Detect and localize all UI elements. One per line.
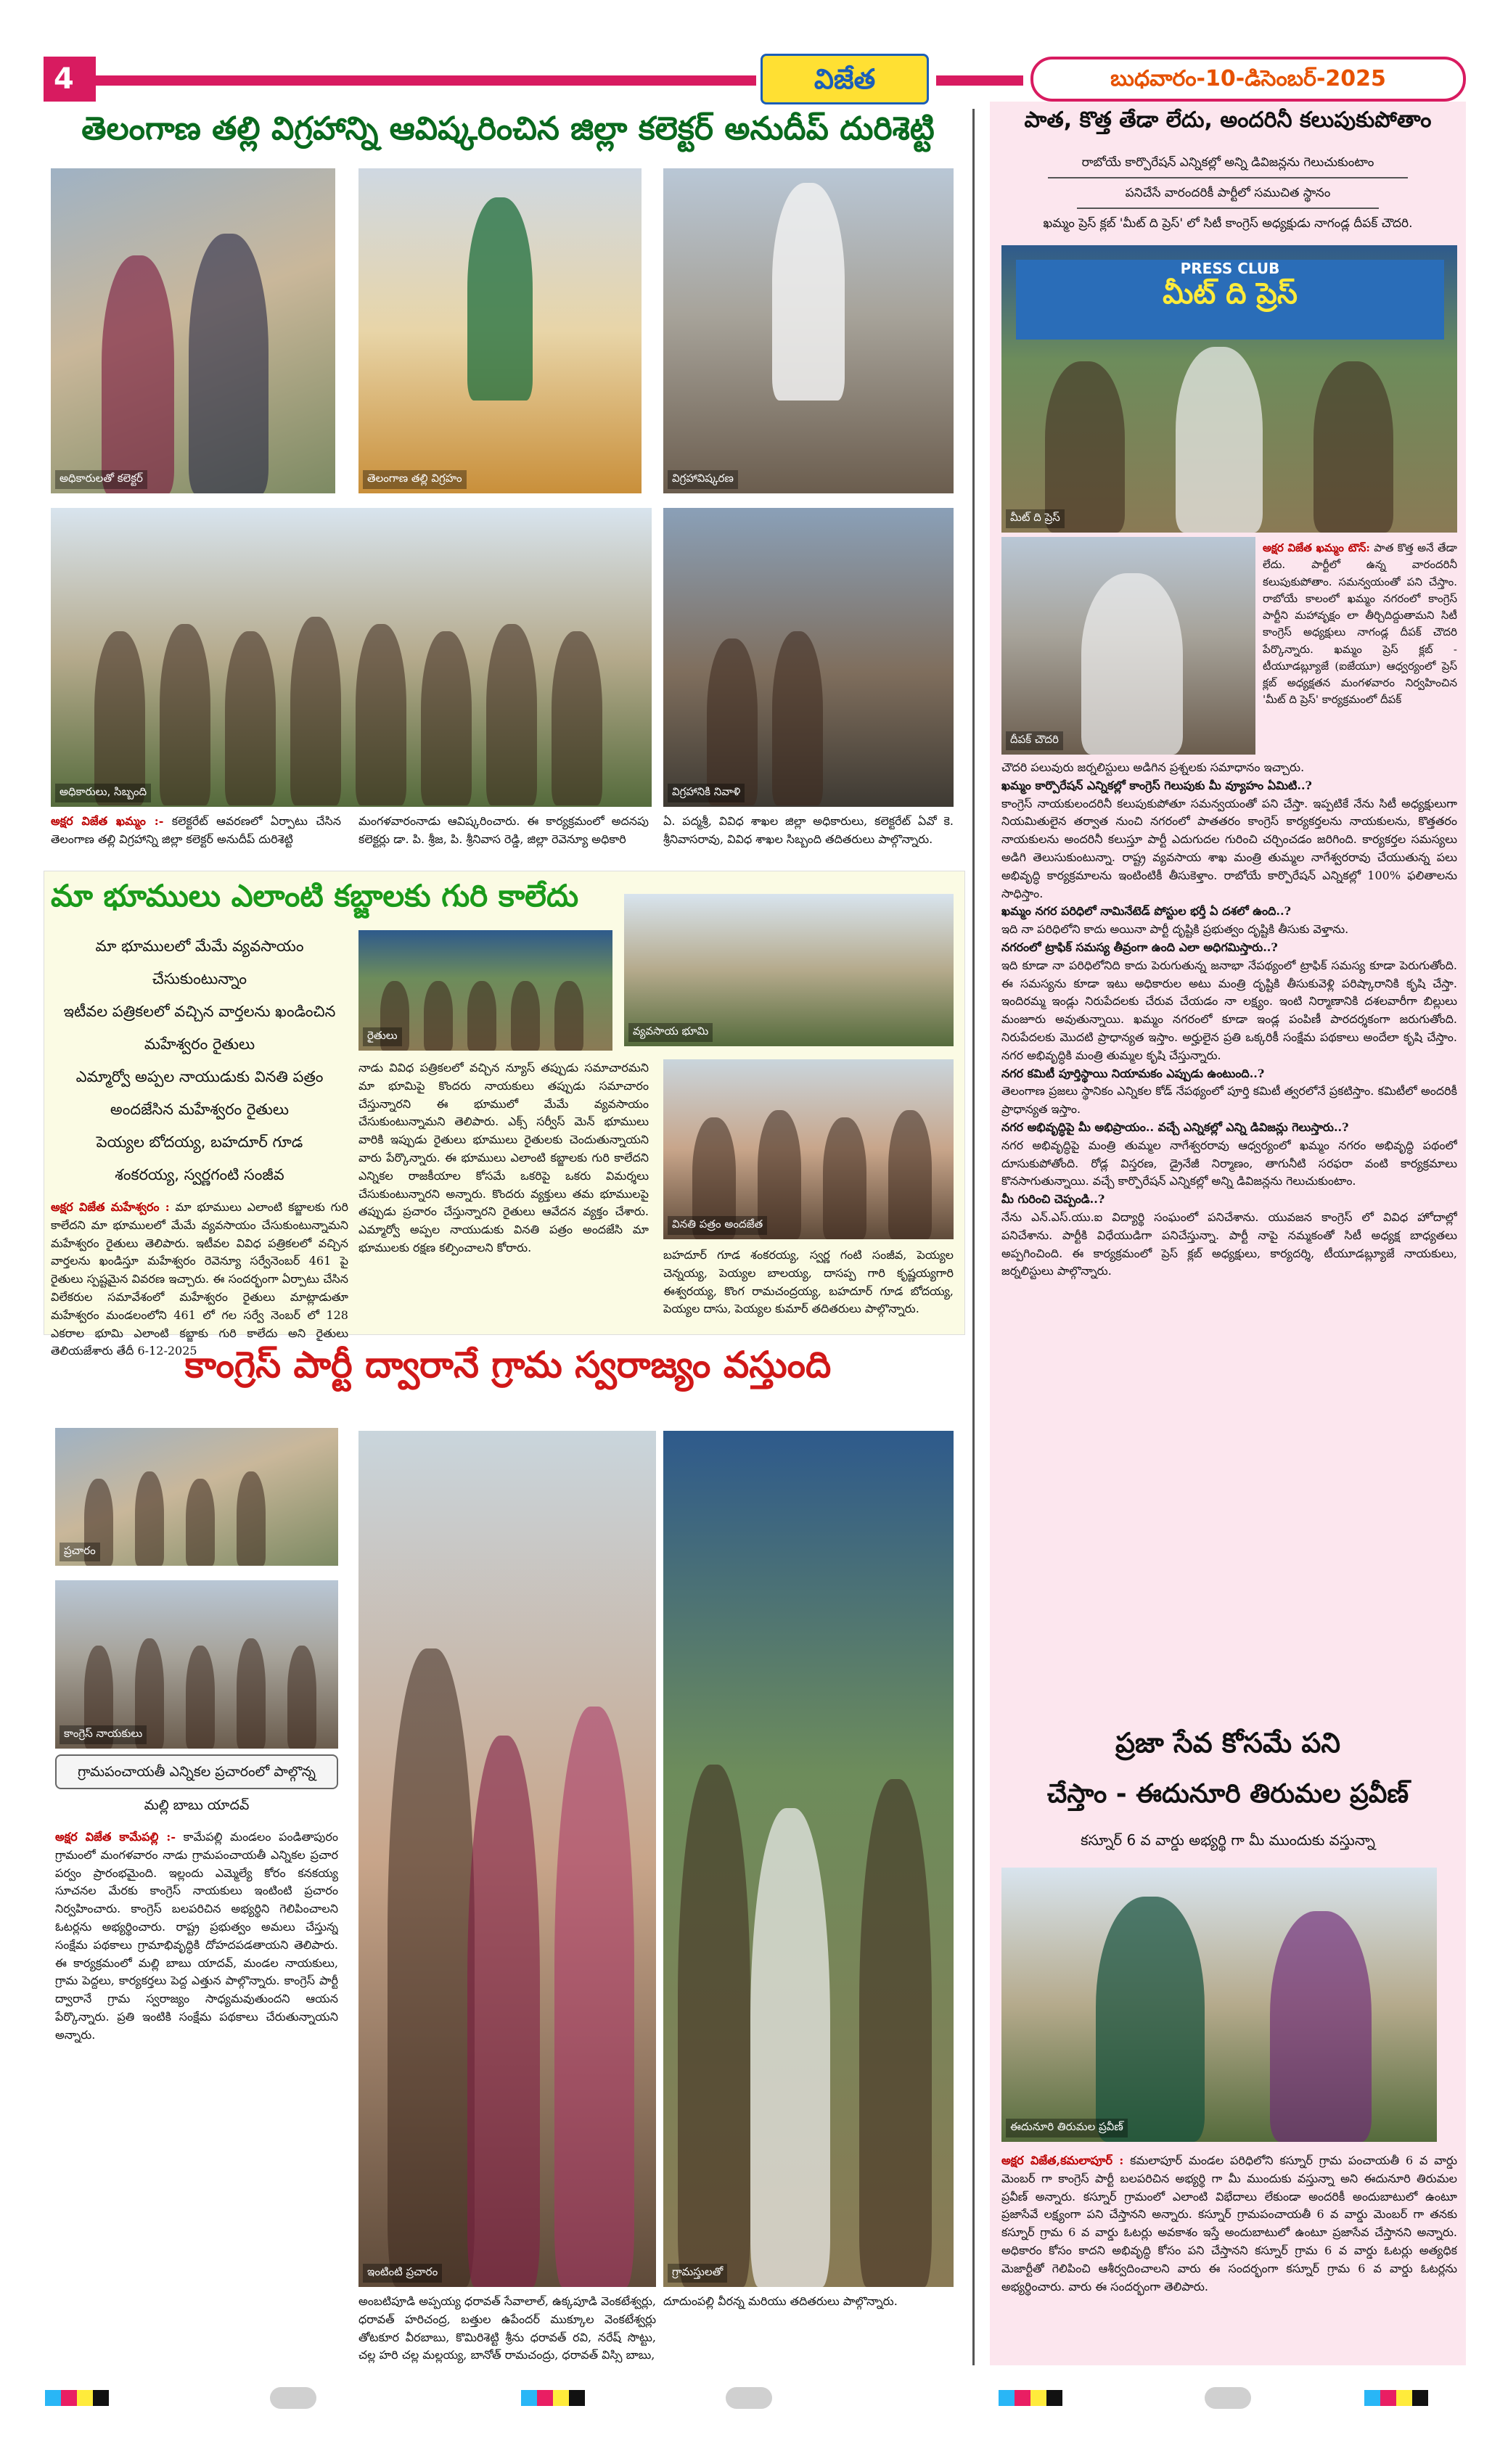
story2-subheads xyxy=(51,930,348,1191)
photo-label: కాంగ్రెస్ నాయకులు xyxy=(60,1725,147,1744)
photo-label: అధికారులతో కలెక్టర్ xyxy=(55,470,147,489)
story2-subhead: మా భూములలో మేమే వ్యవసాయం xyxy=(95,937,304,955)
story4-para: ఇది కూడా నా పరిధిలోనిది కాదు పెరుగుతున్న జనాభా నేపథ్యంలో ట్రాఫిక్ సమస్య కూడా పెరుగుతోంది. ఈ సమస్యను కూడా ఇటు అధికారుల అటు మంత్రి దృష్టికి తీసుకువెళ్లి పరిష్కారానికి కృషి చేస్తా. ఇందిరమ్మ ఇండ్లు నిరుపేదలకు చేరువ చేయడం నా లక్ష్యం. ఇంటి నిర్మాణానికి దశలవారీగా బిల్లులు మంజూరు అవుతున్నాయి. ఖమ్మం నగరంలో కూడా ఇండ్ల పంపిణీ పారదర్శకంగా జరుగుతోంది. నిరుపేదలకు మొదటి ప్రాధాన్యత ఇస్తాం. అర్హులైన ప్రతి ఒక్కరికీ సంక్షేమ పథకాలు అందేలా కృషి చేస్తాం. నగర అభివృద్ధికి మంత్రి తుమ్మల కృషి చేస్తున్నారు. xyxy=(1001,958,1457,1062)
photo-label: వినతి పత్రం అందజేత xyxy=(668,1216,767,1235)
registration-oval xyxy=(726,2387,772,2409)
story3-caption-line2: మల్లి బాబు యాదవ్ xyxy=(144,1797,250,1813)
registration-mark xyxy=(521,2390,585,2409)
photo-label: ఇంటింటి ప్రచారం xyxy=(363,2264,442,2283)
story4-sub2: పనిచేసే వారందరికీ పార్టీలో సముచిత స్థానం xyxy=(1077,178,1379,209)
story1-col1-text: కలెక్టరేట్ ఆవరణలో ఏర్పాటు చేసిన తెలంగాణ తల్లి విగ్రహాన్ని జిల్లా కలెక్టర్ అనుదీప్ దురిశెట్టి xyxy=(51,814,341,846)
story2-col1 xyxy=(51,1199,348,1358)
page-number-badge xyxy=(44,57,96,102)
photo-label: రైతులు xyxy=(363,1027,402,1046)
story3-lead: అక్షర విజేత కామేపల్లి :- xyxy=(55,1830,176,1844)
logo-text: విజేత xyxy=(813,63,876,95)
date-banner xyxy=(1030,57,1466,102)
story3-photo-door-to-door xyxy=(358,1431,656,2287)
story1-col3-text: ఏ. పద్మశ్రీ, వివిధ శాఖల జిల్లా అధికారులు, కలెక్టరేట్ ఏవో కె. శ్రీనివాసరావు, వివిధ శాఖల సిబ్బంది తదితరులు పాల్గొన్నారు. xyxy=(663,814,954,846)
story4-intro xyxy=(1263,540,1457,757)
registration-mark xyxy=(45,2390,109,2409)
story3-caption-right xyxy=(663,2293,954,2322)
story2-lead: అక్షర విజేత మహేశ్వరం : xyxy=(51,1200,170,1214)
story5-lead: అక్షర విజేత,కమలాపూర్ : xyxy=(1001,2153,1124,2167)
story4-headline: పాత, కొత్త తేడా లేదు, అందరినీ కలుపుకుపోతాం xyxy=(1024,107,1432,133)
photo-label: ప్రచారం xyxy=(60,1543,100,1561)
header-rule xyxy=(96,75,756,86)
story4-question: ఖమ్మం నగర పరిధిలో నామినేటెడ్ పోస్టుల భర్తీ ఏ దశలో ఉంది..? xyxy=(1001,904,1291,919)
story3-photo-villagers xyxy=(663,1431,954,2287)
story4-para: కాంగ్రెస్ నాయకులందరినీ కలుపుకుపోతూ సమన్వయంతో పని చేస్తా. ఇప్పటికే నేను సిటీ అధ్యక్షులుగా నియమితులైన తర్వాత నుంచి నగరంలో పాతతరం కాంగ్రెస్ కార్యకర్తలను నాయకులను, కొత్తతరం నాయకులను అందరినీ కలుస్తూ పార్టీ ఎదుగుదల గురించి చర్చించడం జరిగింది. కార్యకర్తల సమస్యలు అడిగి తెలుసుకుంటున్నా. రాష్ట్ర వ్యవసాయ శాఖ మంత్రి తుమ్మల నాగేశ్వరరావు చేయుతున్న పలు అభివృద్ధి కార్యక్రమాలను ఇంటింటికీ తీసుకెళ్తాం. రాబోయే కార్పొరేషన్ ఎన్నికల్లో 100% ఫలితాలను సాధిస్తాం. xyxy=(1001,796,1457,900)
photo-label: గ్రామస్తులతో xyxy=(668,2264,727,2283)
story4-photo-meet-press xyxy=(1001,245,1457,533)
photo-label: అధికారులు, సిబ్బంది xyxy=(55,784,151,802)
story1-photo-statue xyxy=(358,168,642,493)
story2-col3-text: బహదూర్ గూడ శంకరయ్య, స్వర్ణ గంటి సంజీవ, పెయ్యల చెన్నయ్య, పెయ్యల బాలయ్య, దాసప్ప గారి కృష్ణయ్యగారి ఈశ్వరయ్య, కొంగ రామచంద్రయ్య, బహదూర్ గూడ బోదయ్య, పెయ్యల దాసు, పెయ్యల కుమార్ తదితరులు పాల్గొన్నారు. xyxy=(663,1248,954,1316)
story5-body xyxy=(1001,2152,1457,2358)
banner-text: మీట్ ది ప్రెస్ xyxy=(1163,277,1298,311)
photo-label: విగ్రహానికి నివాళి xyxy=(668,784,745,802)
story3-caption-mid xyxy=(358,2293,656,2386)
story3-photo-campaign xyxy=(55,1428,338,1566)
story2-headline: మా భూములు ఎలాంటి కబ్జాలకు గురి కాలేదు xyxy=(51,878,579,913)
photo-label: మీట్ ది ప్రెస్ xyxy=(1006,509,1065,528)
story4-question: ఖమ్మం కార్పొరేషన్ ఎన్నికల్లో కాంగ్రెస్ గెలుపుకు మీ వ్యూహం ఏమిటి..? xyxy=(1001,778,1312,792)
story3-caption-line1: గ్రామపంచాయతీ ఎన్నికల ప్రచారంలో పాల్గొన్న xyxy=(55,1754,338,1789)
registration-oval xyxy=(270,2387,316,2409)
story4-para: చౌదరి పలువురు జర్నలిస్టులు అడిగిన ప్రశ్నలకు సమాధానం ఇచ్చారు. xyxy=(1001,760,1305,774)
story4-para: నేను ఎన్.ఎస్.యు.ఐ విద్యార్థి సంఘంలో పనిచేశాను. యువజన కాంగ్రెస్ లో వివిధ హోదాల్లో పనిచేశాను. పార్టీకి విధేయుడిగా పనిచేస్తున్నా. పార్టీ నాపై నమ్మకంతో సిటీ అధ్యక్ష బాధ్యతలు అప్పగించింది. ఈ కార్యక్రమంలో ప్రెస్ క్లబ్ అధ్యక్షులు, కార్యదర్శి, టీయూడబ్ల్యూజే నాయకులు, జర్నలిస్టులు పాల్గొన్నారు. xyxy=(1001,1210,1457,1278)
story4-question: నగరంలో ట్రాఫిక్ సమస్య తీవ్రంగా ఉంది ఎలా అధిగమిస్తారు..? xyxy=(1001,940,1278,954)
story2-col3 xyxy=(663,1247,954,1328)
header-rule-right xyxy=(936,75,1023,86)
story3-col1-text: కామేపల్లి మండలం పండితాపురం గ్రామంలో మంగళవారం నాడు గ్రామపంచాయతీ ఎన్నికల ప్రచార పర్వం ప్రారంభమైంది. ఇల్లందు ఎమ్మెల్యే కోరం కనకయ్య సూచనల మేరకు కాంగ్రెస్ నాయకులు ఇంటింటి ప్రచారం నిర్వహించారు. కాంగ్రెస్ బలపరిచిన అభ్యర్థిని గెలిపించాలని ఓటర్లను అభ్యర్థించారు. రాష్ట్ర ప్రభుత్వం అమలు చేస్తున్న సంక్షేమ పథకాలు గ్రామాభివృద్ధికి దోహదపడతాయని తెలిపారు. ఈ కార్యక్రమంలో మల్లి బాబు యాదవ్, మండల నాయకులు, గ్రామ పెద్దలు, కార్యకర్తలు పెద్ద ఎత్తున పాల్గొన్నారు. కాంగ్రెస్ పార్టీ ద్వారానే గ్రామ స్వరాజ్యం సాధ్యమవుతుందని ఆయన పేర్కొన్నారు. ప్రతి ఇంటికి సంక్షేమ పథకాలు చేరుతున్నాయని అన్నారు. xyxy=(55,1830,338,2042)
registration-mark xyxy=(999,2390,1062,2409)
story2-subhead: శంకరయ్య, స్వర్ణగంటి సంజీవ xyxy=(115,1166,284,1183)
story1-photo-tribute xyxy=(663,508,954,807)
story4-question: మీ గురించి చెప్పండి..? xyxy=(1001,1192,1105,1207)
story2-subhead: మహేశ్వరం రైతులు xyxy=(144,1035,255,1053)
story4-para: నగర అభివృద్ధిపై మంత్రి తుమ్మల నాగేశ్వరరావు ఆధ్వర్యంలో ఖమ్మం నగరం అభివృద్ధి పథంలో దూసుకుపోతోంది. రోడ్ల విస్తరణ, డ్రైనేజీ నిర్మాణం, తాగునీటి సరఫరా వంటి కార్యక్రమాలు కొనసాగుతున్నాయి. వచ్చే కార్పొరేషన్ ఎన్నికల్లో అన్ని డివిజన్లను గెలుచుకుంటాం. xyxy=(1001,1138,1457,1188)
story2-subhead: పెయ్యల బోదయ్య, బహదూర్ గూడ xyxy=(96,1133,303,1151)
story2-subhead: ఇటీవల పత్రికలలో వచ్చిన వార్తలను ఖండించిన xyxy=(63,1003,336,1020)
photo-label: వ్యవసాయ భూమి xyxy=(628,1023,713,1042)
story1-photo-collector xyxy=(51,168,335,493)
story1-col3 xyxy=(663,813,954,865)
story1-photo-group xyxy=(51,508,652,807)
story3-photo-leaders xyxy=(55,1580,338,1749)
story2-col1-text: మా భూములు ఎలాంటి కబ్జాలకు గురి కాలేదని మా భూములలో మేమే వ్యవసాయం చేసుకుంటున్నామని మహేశ్వరం రైతులు తెలిపారు. ఇటీవల వివిధ పత్రికలలో వచ్చిన వార్తలను ఖండిస్తూ మహేశ్వరం రెవెన్యూ సర్వేనెంబర్ 461 పై రైతులు స్పష్టమైన వివరణ ఇచ్చారు. ఈ సందర్భంగా ఏర్పాటు చేసిన విలేకరుల సమావేశంలో మహేశ్వరం రైతులు మాట్లాడుతూ మహేశ్వరం మండలంలోని 461 లో గల సర్వే నెంబర్ లో 128 ఎకరాల భూమి ఎలాంటి కబ్జాకు గురి కాలేదు అని రైతులు తెలియజేశారు తేదీ 6-12-2025 xyxy=(51,1200,348,1358)
story5-sub: కస్నూర్ 6 వ వార్డు అభ్యర్థి గా మీ ముందుకు వస్తున్నా xyxy=(1081,1831,1375,1849)
story1-photo-unveil xyxy=(663,168,954,493)
story1-headline: తెలంగాణ తల్లి విగ్రహాన్ని ఆవిష్కరించిన జిల్లా కలెక్టర్ అనుదీప్ దురిశెట్టి xyxy=(81,110,935,147)
story3-caption-right-text: దూదుంపల్లి వీరన్న మరియు తదితరులు పాల్గొన్నారు. xyxy=(663,2294,898,2308)
page-number: 4 xyxy=(54,62,74,96)
story1-lead: అక్షర విజేత ఖమ్మం :- xyxy=(51,814,164,828)
story4-para: తెలంగాణ ప్రజలు స్థానికం ఎన్నికల కోడ్ నేపథ్యంలో పూర్తి కమిటీ త్వరలోనే ప్రకటిస్తాం. కమిటీలో అందరికీ ప్రాధాన్యత ఇస్తాం. xyxy=(1001,1084,1457,1117)
story4-intro-text: పాత కొత్త అనే తేడా లేదు. పార్టీలో ఉన్న వారందరినీ కలుపుకుపోతాం. సమన్వయంతో పని చేస్తాం. రాబోయే కాలంలో ఖమ్మం నగరంలో కాంగ్రెస్ పార్టీని మహావృక్షం లా తీర్చిదిద్దుతామని సిటీ కాంగ్రెస్ అధ్యక్షులు నాగండ్ల దీపక్ చౌదరి పేర్కొన్నారు. ఖమ్మం ప్రెస్ క్లబ్ - టీయూడబ్ల్యూజే (ఐజేయూ) ఆధ్వర్యంలో ప్రెస్ క్లబ్ అధ్యక్షతన మంగళవారం నిర్వహించిన 'మీట్ ది ప్రెస్' కార్యక్రమంలో దీపక్ xyxy=(1263,541,1457,707)
photo-label: విగ్రహావిష్కరణ xyxy=(668,470,738,489)
story4-photo-speaker xyxy=(1001,537,1255,755)
registration-mark xyxy=(1364,2390,1428,2409)
story2-subhead: అందజేసిన మహేశ్వరం రైతులు xyxy=(110,1101,290,1118)
photo-label: తెలంగాణ తల్లి విగ్రహం xyxy=(363,470,467,489)
logo xyxy=(761,54,929,104)
story2-photo-farmers xyxy=(358,930,612,1051)
story3-col1 xyxy=(55,1828,338,2387)
story2-photo-land xyxy=(624,894,954,1046)
story1-col2-text: మంగళవారంనాడు ఆవిష్కరించారు. ఈ కార్యక్రమంలో అదనపు కలెక్టర్లు డా. పి. శ్రీజ, పి. శ్రీనివాస రెడ్డి, జిల్లా రెవెన్యూ అధికారి xyxy=(358,814,649,846)
story4-sub3: ఖమ్మం ప్రెస్ క్లబ్ 'మీట్ ది ప్రెస్' లో సిటీ కాంగ్రెస్ అధ్యక్షుడు నాగండ్ల దీపక్ చౌదరి. xyxy=(1043,216,1413,231)
story1-col2 xyxy=(358,813,649,865)
story1-col1 xyxy=(51,813,341,865)
story5-body-text: కమలాపూర్ మండల పరిధిలోని కస్నూర్ గ్రామ పంచాయతీ 6 వ వార్డు మెంబర్ గా కాంగ్రెస్ పార్టీ బలపరిచిన అభ్యర్థి గా మీ ముందుకు వస్తున్నా అని ఈదునూరి తిరుమల ప్రవీణ్ అన్నారు. కస్నూర్ గ్రామంలో ఎలాంటి విభేదాలు లేకుండా అందరికీ అందుబాటులో ఉంటూ ప్రజాసేవే లక్ష్యంగా పని చేస్తానని అన్నారు. కస్నూర్ గ్రామపంచాయతీ 6 వ వార్డు మెంబర్ గా తనకు కస్నూర్ గ్రామ 6 వ వార్డు ఓటర్లు అవకాశం ఇస్తే అందుబాటులో ఉంటూ ప్రజాసేవ చేస్తానని అన్నారు. అధికారం కోసం కాదని అభివృద్ధి కోసం పని చేస్తానని కస్నూర్ గ్రామ 6 వ వార్డు ఓటర్లు అత్యధిక మెజార్టీతో గెలిపించి ఆశీర్వదించాలని వారు ఈ సందర్భంగా కస్నూర్ గ్రామ 6 వ వార్డు ఓటర్లను అభ్యర్థించారు. వారు ఈ సందర్భంగా తెలిపారు. xyxy=(1001,2153,1457,2293)
registration-oval xyxy=(1205,2387,1251,2409)
story2-col2 xyxy=(358,1059,649,1328)
story4-para: ఇది నా పరిధిలోని కాదు అయినా పార్టీ దృష్టికి ప్రభుత్వం దృష్టికి తీసుకు వెళ్తాను. xyxy=(1001,922,1349,937)
story5-headline-line2: చేస్తాం - ఈదునూరి తిరుమల ప్రవీణ్ xyxy=(1046,1779,1409,1809)
story3-headline: కాంగ్రెస్ పార్టీ ద్వారానే గ్రామ స్వరాజ్యం వస్తుంది xyxy=(184,1344,832,1386)
press-club-label: PRESS CLUB xyxy=(1180,260,1280,277)
photo-label: ఈదునూరి తిరుమల ప్రవీణ్ xyxy=(1006,2119,1128,2137)
story2-subhead: చేసుకుంటున్నాం xyxy=(152,970,247,987)
story4-sub1: రాబోయే కార్పొరేషన్ ఎన్నికల్లో అన్ని డివిజన్లను గెలుచుకుంటాం xyxy=(1048,148,1408,178)
story5-photo-candidate xyxy=(1001,1868,1437,2142)
story5-headline-line1: ప్రజా సేవ కోసమే పని xyxy=(1115,1727,1341,1759)
story4-question: నగర కమిటీ పూర్తిస్థాయి నియామకం ఎప్పుడు ఉంటుంది..? xyxy=(1001,1066,1265,1080)
column-divider xyxy=(972,109,975,2365)
press-club-banner xyxy=(1016,260,1444,340)
story2-subhead: ఎమ్మార్వో అప్పల నాయుడుకు వినతి పత్రం xyxy=(75,1068,324,1085)
story2-col2-text: నాడు వివిధ పత్రికలలో వచ్చిన న్యూస్ తప్పుడు సమాచారమని మా భూమిపై కొందరు నాయకులు తప్పుడు సమాచారం చేస్తున్నారని ఈ భూములో మేమే వ్యవసాయం చేసుకుంటున్నామని తెలిపారు. ఎక్స్ సర్వీస్ మెన్ భూములు వారికి ఇప్పుడు రైతులు భూములు రైతులకు చెందుతున్నాయని వారు పేర్కొన్నారు. ఈ భూములు ఎలాంటి కబ్జాలకు గురి కాలేదని ఎన్నికల రాజకీయాల కోసమే ఒకరిపై ఒకరు విమర్శలు చేసుకుంటున్నారని అన్నారు. కొందరు వ్యక్తులు తమ భూములపై తప్పుడు ప్రచారం చేస్తున్నారని రైతులు ఆవేదన వ్యక్తం చేశారు. ఎమ్మార్వో అప్పల నాయుడుకు వినతి పత్రం అందజేసి మా భూములకు రక్షణ కల్పించాలని కోరారు. xyxy=(358,1061,649,1254)
story4-question: నగర అభివృద్ధిపై మీ అభిప్రాయం.. వచ్చే ఎన్నికల్లో ఎన్ని డివిజన్లు గెలుస్తారు..? xyxy=(1001,1120,1349,1134)
story3-caption-mid-text: అంబటిపూడి అప్పయ్య ధరావత్ సేవాలాల్, ఉక్కపూడి వెంకటేశ్వర్లు, ధరావత్ హరిచంద్ర, బత్తుల ఉపేందర్ ముక్కూల వెంకటేశ్వర్లు తోటకూర వీరబాబు, కొమిరిశెట్టి శ్రీను ధరావత్ రవి, నరేష్ సొట్టు, చల్ల హరి చల్ల మల్లయ్య, బానోత్ రామచంద్రు, ధరావత్ విస్సి బాబు, xyxy=(358,2294,656,2362)
photo-label: దీపక్ చౌదరి xyxy=(1006,731,1063,750)
date: బుధవారం-10-డిసెంబర్-2025 xyxy=(1110,66,1386,91)
story4-subheads xyxy=(990,148,1466,238)
story3-caption-box xyxy=(55,1754,338,1821)
story4-lead: అక్షర విజేత ఖమ్మం టౌన్: xyxy=(1263,541,1370,554)
story2-photo-memorandum xyxy=(663,1059,954,1239)
